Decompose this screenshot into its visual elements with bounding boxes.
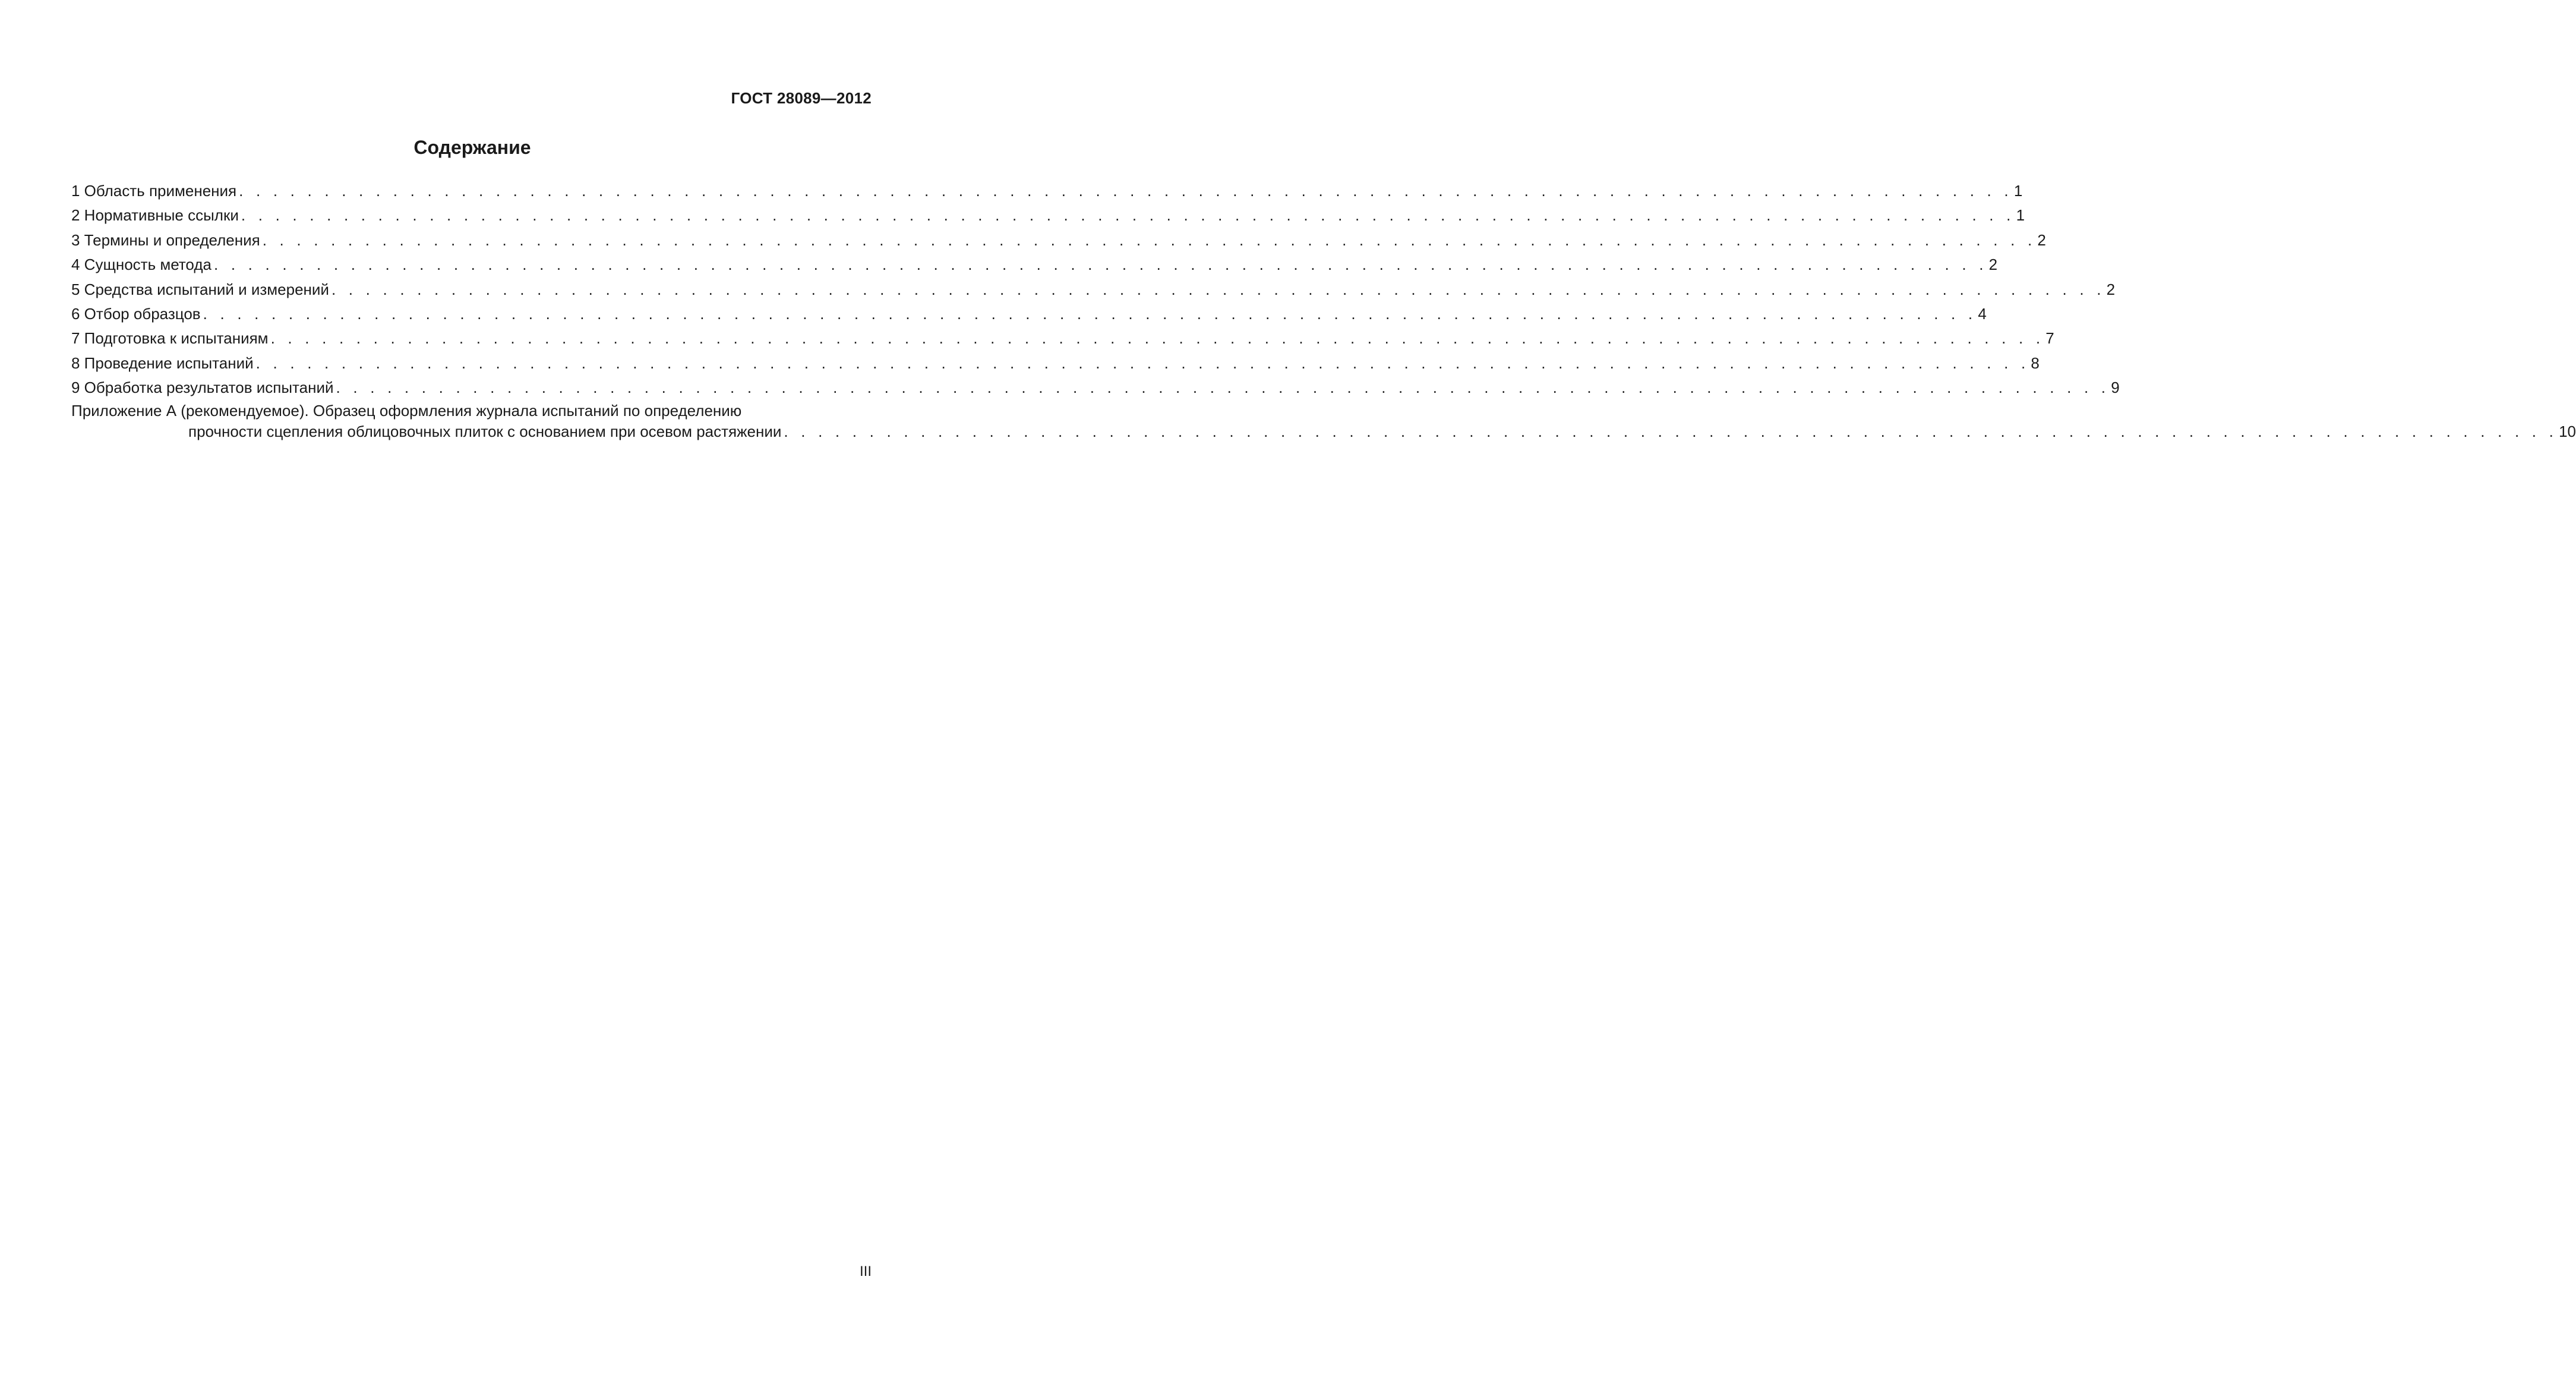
- toc-appendix-line2: [71, 421, 2576, 442]
- toc-item-label: 4 Сущность метода: [71, 256, 211, 274]
- toc-item[interactable]: [71, 302, 1987, 326]
- toc-dot-leader: . . . . . . . . . . . . . . . . . . . . . . . . . . . . . . . . . . . . . . . . . . . . . . . . . . . . . . . . . . . . . . . . . . . . . . . . . . . . . . . . . . . . . . . . . . . . . . . . . . . . . . . .: [239, 182, 2013, 200]
- toc-title: Содержание: [413, 137, 531, 158]
- toc-item-page: 1: [2016, 206, 2025, 225]
- toc-dot-leader: . . . . . . . . . . . . . . . . . . . . . . . . . . . . . . . . . . . . . . . . . . . . . . . . . . . . . . . . . . . . . . . . . . . . . . . . . . . . . . . . . . . . . . . . . . . . . . . . . . . . . . . .: [262, 231, 2037, 249]
- toc-appendix-label-line1: Приложение А (рекомендуемое). Образец оформления журнала испытаний по определению: [71, 401, 742, 420]
- toc-item-label: 2 Нормативные ссылки: [71, 206, 239, 225]
- toc-item-page: 2: [2106, 280, 2116, 298]
- toc-item-page: 2: [2037, 231, 2046, 249]
- toc-item-page: 10: [2559, 422, 2576, 440]
- toc-dot-leader: . . . . . . . . . . . . . . . . . . . . . . . . . . . . . . . . . . . . . . . . . . . . . . . . . . . . . . . . . . . . . . . . . . . . . . . . . . . . . . . . . . . . . . . . . . . . . . . . . . . . . . . .: [203, 304, 1977, 323]
- toc-item-label: 9 Обработка результатов испытаний: [71, 379, 334, 397]
- toc-item-page: 2: [1988, 256, 1998, 274]
- toc-item-label: 6 Отбор образцов: [71, 304, 201, 323]
- toc-item-page: 1: [2013, 182, 2023, 200]
- toc-item[interactable]: [71, 278, 2116, 302]
- toc-item[interactable]: [71, 326, 2054, 351]
- toc-item-label: 3 Термины и определения: [71, 231, 260, 249]
- toc-item[interactable]: [71, 351, 2040, 376]
- toc-item-appendix[interactable]: [71, 401, 2576, 442]
- toc-dot-leader: . . . . . . . . . . . . . . . . . . . . . . . . . . . . . . . . . . . . . . . . . . . . . . . . . . . . . . . . . . . . . . . . . . . . . . . . . . . . . . . . . . . . . . . . . . . . . . . . . . . . . . . .: [213, 256, 1988, 274]
- toc-item-page: 9: [2111, 379, 2120, 397]
- toc-dot-leader: . . . . . . . . . . . . . . . . . . . . . . . . . . . . . . . . . . . . . . . . . . . . . . . . . . . . . . . . . . . . . . . . . . . . . . . . . . . . . . . . . . . . . . . . . . . . . . . . . . . . . . . .: [255, 354, 2030, 372]
- toc-item-label: 7 Подготовка к испытаниям: [71, 329, 269, 348]
- document-code: ГОСТ 28089—2012: [731, 89, 872, 107]
- toc-item[interactable]: [71, 376, 2120, 400]
- toc-item[interactable]: [71, 253, 1998, 277]
- toc-item[interactable]: [71, 228, 2046, 253]
- table-of-contents: [71, 179, 2576, 442]
- toc-item-page: 8: [2031, 354, 2040, 372]
- toc-item-label: 1 Область применения: [71, 182, 237, 200]
- toc-item[interactable]: [71, 203, 2025, 228]
- toc-dot-leader: . . . . . . . . . . . . . . . . . . . . . . . . . . . . . . . . . . . . . . . . . . . . . . . . . . . . . . . . . . . . . . . . . . . . . . . . . . . . . . . . . . . . . . . . . . . . . . . . . . . . . . . .: [270, 329, 2045, 348]
- toc-dot-leader: . . . . . . . . . . . . . . . . . . . . . . . . . . . . . . . . . . . . . . . . . . . . . . . . . . . . . . . . . . . . . . . . . . . . . . . . . . . . . . . . . . . . . . . . . . . . . . . . . . . . . . . .: [241, 206, 2015, 225]
- toc-item-label: 8 Проведение испытаний: [71, 354, 254, 372]
- toc-appendix-label-line2: прочности сцепления облицовочных плиток с основанием при осевом растяжении: [188, 422, 782, 440]
- toc-item-label: 5 Средства испытаний и измерений: [71, 280, 329, 298]
- page-number: III: [859, 1263, 872, 1279]
- toc-dot-leader: . . . . . . . . . . . . . . . . . . . . . . . . . . . . . . . . . . . . . . . . . . . . . . . . . . . . . . . . . . . . . . . . . . . . . . . . . . . . . . . . . . . . . . . . . . . . . . . . . . . . . . . .: [784, 422, 2558, 440]
- toc-dot-leader: . . . . . . . . . . . . . . . . . . . . . . . . . . . . . . . . . . . . . . . . . . . . . . . . . . . . . . . . . . . . . . . . . . . . . . . . . . . . . . . . . . . . . . . . . . . . . . . . . . . . . . . .: [336, 379, 2110, 397]
- toc-dot-leader: . . . . . . . . . . . . . . . . . . . . . . . . . . . . . . . . . . . . . . . . . . . . . . . . . . . . . . . . . . . . . . . . . . . . . . . . . . . . . . . . . . . . . . . . . . . . . . . . . . . . . . . .: [331, 280, 2105, 298]
- toc-item-page: 4: [1978, 304, 1987, 323]
- toc-item[interactable]: [71, 179, 2023, 203]
- toc-item-page: 7: [2045, 329, 2054, 348]
